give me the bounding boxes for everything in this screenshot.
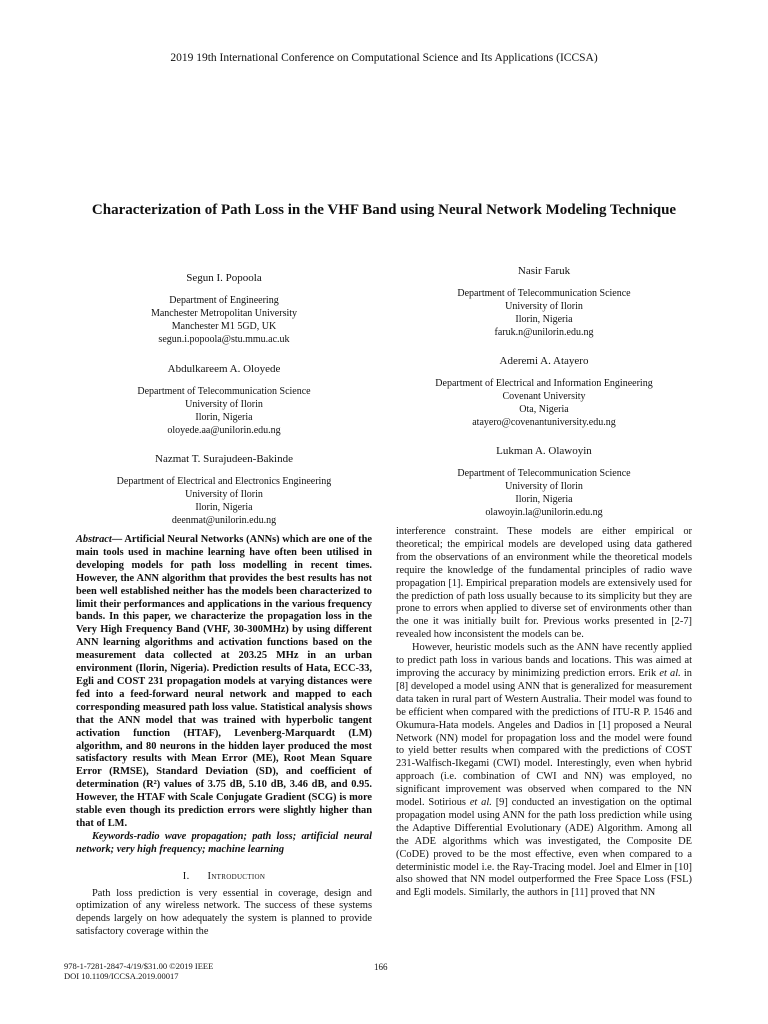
author-block-1 [76,272,372,346]
author-affiliation: Department of Engineering [169,295,279,306]
body-paragraph [396,642,692,900]
author-affiliation: Ilorin, Nigeria [515,494,573,505]
author-affiliation: Ilorin, Nigeria [515,314,573,325]
body-paragraph: interference constraint. These models are either empirical or theoretical; the empirical models are developed using data gathered from the observations of an environment while the theoretical models require the knowledge of the fundamental principles of radio wave propagation [1]. Empirical preparation models are extensively used for the prediction of path loss usually because to its simplicity but they are prone to errors when applied to diverse set of environments other than the one it was initially built for. Previous works presented in [2-7] revealed how inconsistent the models can be. [396,526,692,641]
keywords: Keywords-radio wave propagation; path loss; artificial neural network; very high frequency; machine learning [76,830,372,855]
author-affiliation: University of Ilorin [505,481,583,492]
author-block-5 [76,453,372,527]
author-affiliation: Ilorin, Nigeria [195,502,253,513]
author-email: atayero@covenantuniversity.edu.ng [472,417,616,428]
author-affiliation: Department of Telecommunication Science [457,288,631,299]
author-name: Segun I. Popoola [186,272,262,284]
author-affiliation: Department of Electrical and Information Engineering [435,378,653,389]
author-affiliation: Department of Electrical and Electronics Engineering [116,476,332,487]
isbn-line: 978-1-7281-2847-4/19/$31.00 ©2019 IEEE [64,961,214,971]
abstract [76,534,372,831]
author-email: deenmat@unilorin.edu.ng [171,515,277,526]
author-email: faruk.n@unilorin.edu.ng [494,327,594,338]
author-name: Abdulkareem A. Oloyede [167,363,281,375]
author-affiliation: University of Ilorin [185,399,263,410]
et-al: et al. [469,797,492,809]
intro-paragraph: Path loss prediction is very essential in coverage, design and optimization of any wireless network. The success of these systems depends largely on how adequately the system is planned to provide satisfactory coverage within the [76,887,372,938]
page-number: 166 [374,962,388,972]
right-column [396,526,692,900]
text-run: However, heuristic models such as the ANN have recently applied to predict path loss in various bands and locations. This was aimed at improving the accuracy by minimizing prediction errors. Erik [396,642,692,679]
author-affiliation: Manchester Metropolitan University [150,308,298,319]
author-name: Aderemi A. Atayero [499,355,589,367]
section-title: Introduction [207,870,266,882]
author-email: oloyede.aa@unilorin.edu.ng [167,425,281,436]
author-name: Nasir Faruk [517,265,571,277]
section-number: I. [182,870,190,882]
author-affiliation: Ota, Nigeria [519,404,569,415]
abstract-lead: Abstract [76,534,112,545]
doi-line: DOI 10.1109/ICCSA.2019.00017 [64,971,179,981]
author-name: Nazmat T. Surajudeen-Bakinde [155,453,293,465]
text-run: [9] conducted an investigation on the optimal propagation model using ANN for the path loss prediction while using the Adaptive Differential Evolutionary (ADE) Algorithm. Among all the ADE algorithms which was investigated, the Composite DE (CoDE) proved to be the most effective, even when compared to a deterministic model i.e. the Ray-Tracing model. Joel and Elmer in [10] also showed that NN model outperformed the Free Space Loss (FSL) and Egli models. Similarly, the authors in [11] proved that NN [396,797,692,899]
et-al: et al. [659,667,681,679]
author-block-6 [396,445,692,519]
author-affiliation: University of Ilorin [185,489,263,500]
author-block-3 [76,363,372,437]
conference-header: 2019 19th International Conference on Computational Science and Its Applications (ICCSA) [170,52,598,64]
author-affiliation: University of Ilorin [505,301,583,312]
abstract-text: — Artificial Neural Networks (ANNs) which are one of the main tools used in machine learning have often been utilised in developing models for path loss modelling in recent times. However, the ANN algorithm that provides the best results has not been well established neither has the models been characterized to limit their performances and applications in the various frequency bands. In this paper, we characterize the propagation loss in the Very High Frequency Band (VHF, 30-300MHz) by using different ANN learning algorithms and activation functions based on the measurement data collected at 203.25 MHz in an urban environment (Ilorin, Nigeria). Prediction results of Hata, ECC-33, Egli and COST 231 propagation models at varying distances were fed into a feed-forward neural network and mapped to each corresponding measured path loss value. Statistical analysis shows that the ANN model that was trained with hyperbolic tangent activation function (HTAF), Levenberg-Marquardt (LM) algorithm, and 80 neurons in the hidden layer produced the most satisfactory results with Mean Error (ME), Root Mean Square Error (RMSE), Standard Deviation (SD), and coefficient of determination (R²) values of 3.75 dB, 5.10 dB, 3.46 dB, and 0.95. However, the HTAF with Scale Conjugate Gradient (SCG) is more stable even though its prediction errors were slightly higher than that of LM. [76,534,372,829]
author-affiliation: Department of Telecommunication Science [137,386,311,397]
author-affiliation: Department of Telecommunication Science [457,468,631,479]
author-block-4 [396,355,692,429]
author-affiliation: Covenant University [502,391,586,402]
author-affiliation: Manchester M1 5GD, UK [171,321,277,332]
author-email: olawoyin.la@unilorin.edu.ng [485,507,603,518]
author-name: Lukman A. Olawoyin [496,445,592,457]
author-email: segun.i.popoola@stu.mmu.ac.uk [158,334,290,345]
left-column [76,534,372,939]
author-block-2 [396,265,692,339]
paper-title: Characterization of Path Loss in the VHF Band using Neural Network Modeling Technique [91,202,677,218]
footer-copyright [64,961,213,981]
text-run: in [8] developed a model using ANN that is generalized for measurement data taken in rural part of Western Australia. Their model was found to be efficient when compared with the predictions of ITU-R P. 1546 and Okumura-Hata models. Angeles and Dadios in [1] proposed a Neural Network (NN) model for propagation loss and the model were found to yield better results when compared with the predictions of COST 231-Walfisch-Ikegami (CWI) model. Interestingly, even when hybrid approach (i.e. combination of CWI and NN) was employed, no significant improvement was observed when compared to the NN model. Sotirious [396,667,693,809]
section-heading [76,871,372,884]
author-affiliation: Ilorin, Nigeria [195,412,253,423]
